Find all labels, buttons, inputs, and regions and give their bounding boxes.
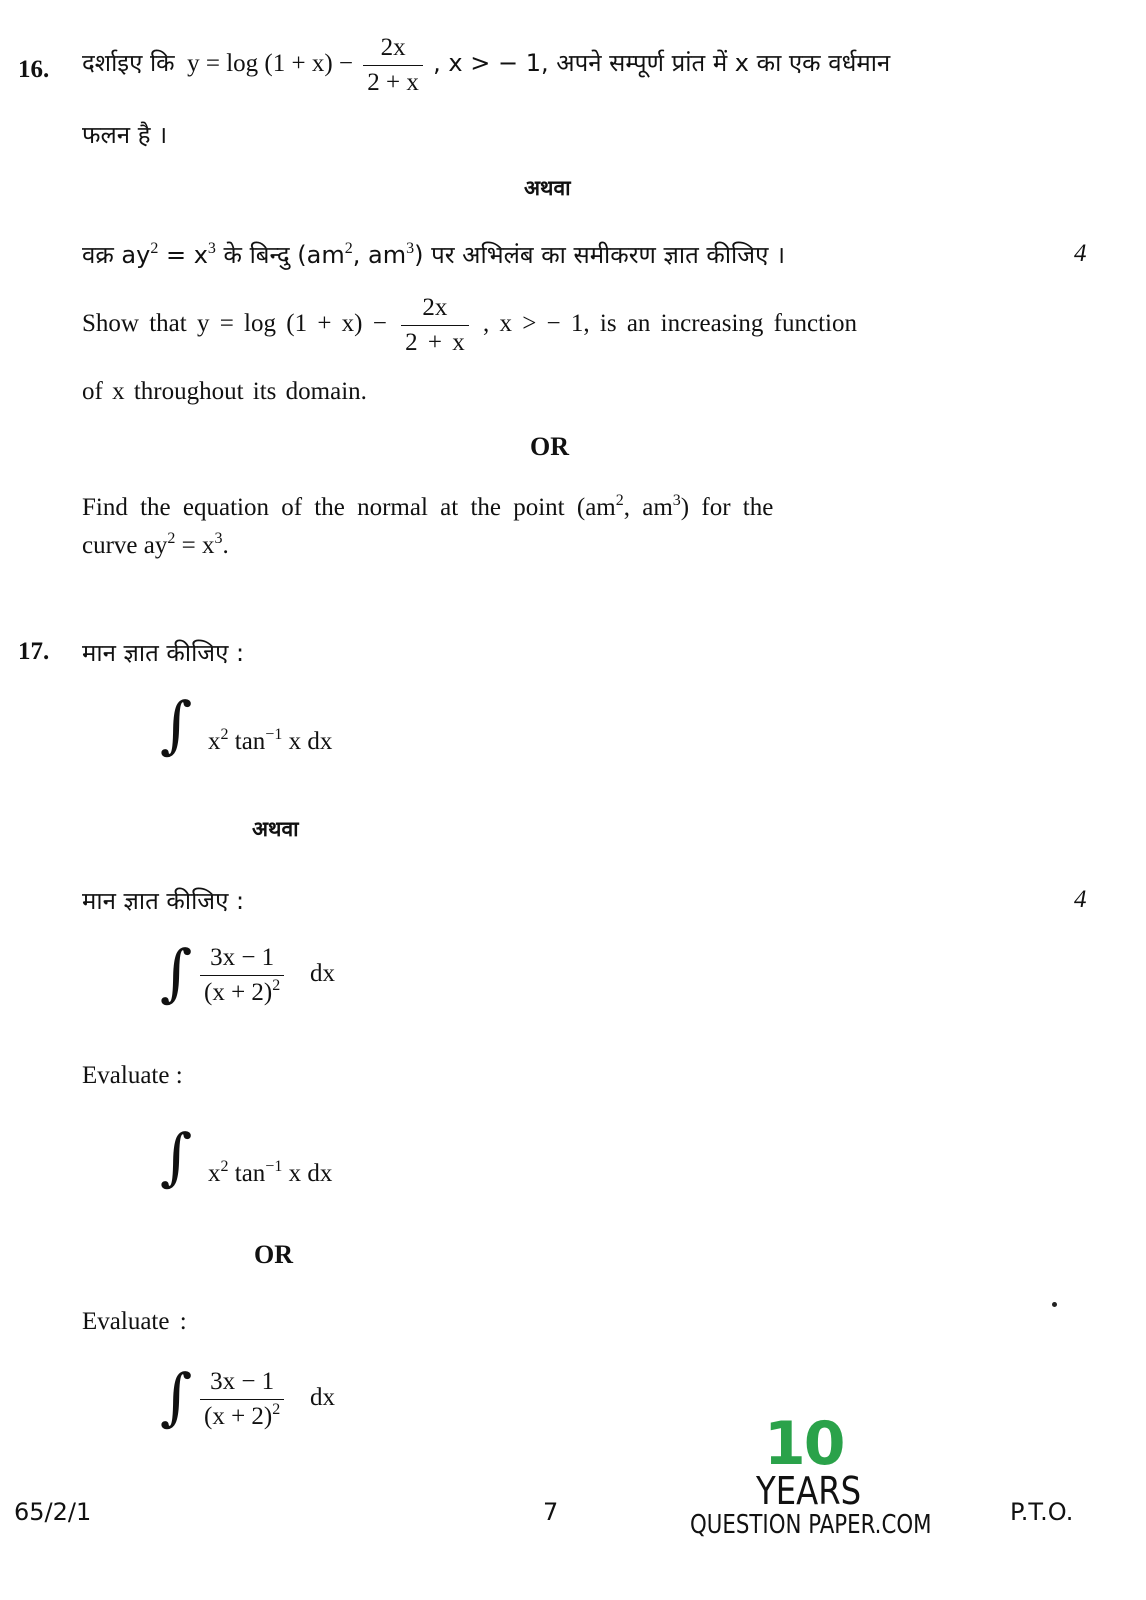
- q16-hindi-or-part-a: वक्र ay: [82, 241, 151, 269]
- q17-integral-2: [160, 936, 193, 1009]
- page-number: 7: [543, 1498, 559, 1526]
- q16-hindi-condition: , x > − 1, अपने सम्पूर्ण प्रांत में x का एक वर्धमान: [433, 49, 891, 78]
- q16-english-or-line2-part-b: = x: [175, 532, 215, 559]
- q17-integral-3-expr: [208, 1160, 332, 1188]
- q17-english-evaluate: Evaluate :: [82, 1062, 183, 1089]
- q16-athva: अथवा: [524, 176, 571, 200]
- q17-marks: 4: [1074, 886, 1087, 913]
- integral-sign: ∫: [160, 1120, 193, 1193]
- logo-years: YEARS: [756, 1469, 862, 1513]
- q17-integral-4: [160, 1360, 193, 1433]
- int-expr-dx: x dx: [282, 728, 333, 755]
- integral-sign: ∫: [160, 1360, 193, 1433]
- q16-english-statement: [82, 294, 857, 357]
- q16-english-or-line2: [82, 532, 229, 560]
- q16-hindi-intro: दर्शाइए कि: [82, 49, 175, 78]
- int-fraction: [200, 1368, 284, 1431]
- int-fraction-den-text: (x + 2): [204, 979, 273, 1006]
- q16-english-part-a: Show that y = log (1 + x) −: [82, 310, 387, 338]
- q16-sup: 2: [150, 240, 159, 257]
- q16-hindi-or-question: [82, 238, 785, 271]
- q16-hindi-or-part-d: , am: [352, 241, 407, 269]
- logo-number: 10: [764, 1409, 844, 1479]
- q16-sup: 3: [214, 530, 223, 547]
- q16-english-or-part-a: Find the equation of the normal at the point (am: [82, 494, 616, 521]
- q16-english-line2: of x throughout its domain.: [82, 378, 367, 405]
- q17-integral-3: [160, 1120, 193, 1193]
- q17-integral-2-fraction: [196, 944, 288, 1007]
- int-fraction-numerator: 3x − 1: [200, 1368, 284, 1400]
- q17-athva: अथवा: [252, 817, 299, 841]
- int-expr-x: x: [208, 728, 221, 755]
- q16-marks: 4: [1074, 240, 1087, 267]
- int-fraction-den-text: (x + 2): [204, 1403, 273, 1430]
- q16-english-or-line2-part-c: .: [222, 532, 229, 559]
- q16-sup: 2: [344, 240, 353, 257]
- q17-integral-2-dx: dx: [310, 960, 335, 987]
- q16-english-fraction-numerator: 2x: [401, 294, 469, 326]
- q16-hindi-statement: [82, 34, 890, 97]
- q16-english-or-line2-part-a: curve ay: [82, 532, 168, 559]
- int-sup: 2: [272, 1401, 281, 1418]
- q17-integral-1-expr: [208, 728, 332, 756]
- int-sup-inverse: −1: [265, 726, 283, 743]
- q16-hindi-line2: फलन है ।: [82, 121, 168, 149]
- q16-fraction: [363, 34, 423, 97]
- q17-hindi-evaluate: मान ज्ञात कीजिए :: [82, 639, 245, 667]
- question-number-16: 16.: [18, 56, 50, 83]
- q16-sup: 3: [406, 240, 415, 257]
- stray-mark: [1052, 1302, 1057, 1307]
- int-fraction: [200, 944, 284, 1007]
- int-expr-tan: tan: [228, 728, 266, 755]
- q16-english-part-b: , x > − 1, is an increasing function: [482, 310, 857, 338]
- q16-hindi-or-part-b: = x: [158, 241, 208, 269]
- q16-hindi-or-part-e: ) पर अभिलंब का समीकरण ज्ञात कीजिए ।: [414, 241, 786, 269]
- int-expr-x: x: [208, 1160, 221, 1187]
- q16-y-equation: y = log (1 + x) −: [187, 50, 354, 78]
- integral-sign: ∫: [160, 688, 193, 761]
- int-fraction-denominator: [200, 976, 284, 1007]
- q17-hindi-evaluate-2: मान ज्ञात कीजिए :: [82, 887, 245, 915]
- int-sup: 2: [220, 726, 229, 743]
- q16-hindi-or-part-c: के बिन्दु (am: [215, 241, 345, 269]
- q17-integral-4-dx: dx: [310, 1384, 335, 1411]
- q17-integral-1: [160, 688, 193, 761]
- paper-code: 65/2/1: [14, 1498, 92, 1526]
- int-sup: 2: [272, 977, 281, 994]
- q16-sup: 3: [672, 492, 681, 509]
- q16-or: OR: [530, 432, 569, 461]
- q16-english-or-part-b: , am: [623, 494, 673, 521]
- q16-sup: 2: [167, 530, 176, 547]
- int-fraction-numerator: 3x − 1: [200, 944, 284, 976]
- int-sup: 2: [220, 1158, 229, 1175]
- pto-label: P.T.O.: [1010, 1498, 1074, 1526]
- int-sup-inverse: −1: [265, 1158, 283, 1175]
- q16-english-fraction-denominator: 2 + x: [405, 329, 465, 356]
- q16-english-fraction: [401, 294, 469, 357]
- q16-english-or-question: [82, 494, 773, 522]
- q16-fraction-numerator: 2x: [363, 34, 423, 66]
- q16-fraction-denominator: 2 + x: [367, 69, 419, 96]
- q16-sup: 3: [207, 240, 216, 257]
- integral-sign: ∫: [160, 936, 193, 1009]
- q16-english-or-part-c: ) for the: [680, 494, 774, 521]
- q16-sup: 2: [615, 492, 624, 509]
- int-expr-tan: tan: [228, 1160, 266, 1187]
- q17-english-evaluate-2: Evaluate :: [82, 1308, 187, 1335]
- q17-integral-4-fraction: [196, 1368, 288, 1431]
- logo-site: QUESTION PAPER.COM: [690, 1510, 932, 1540]
- question-number-17: 17.: [18, 638, 50, 665]
- q17-or: OR: [254, 1240, 293, 1269]
- int-fraction-denominator: [200, 1400, 284, 1431]
- int-expr-dx: x dx: [282, 1160, 333, 1187]
